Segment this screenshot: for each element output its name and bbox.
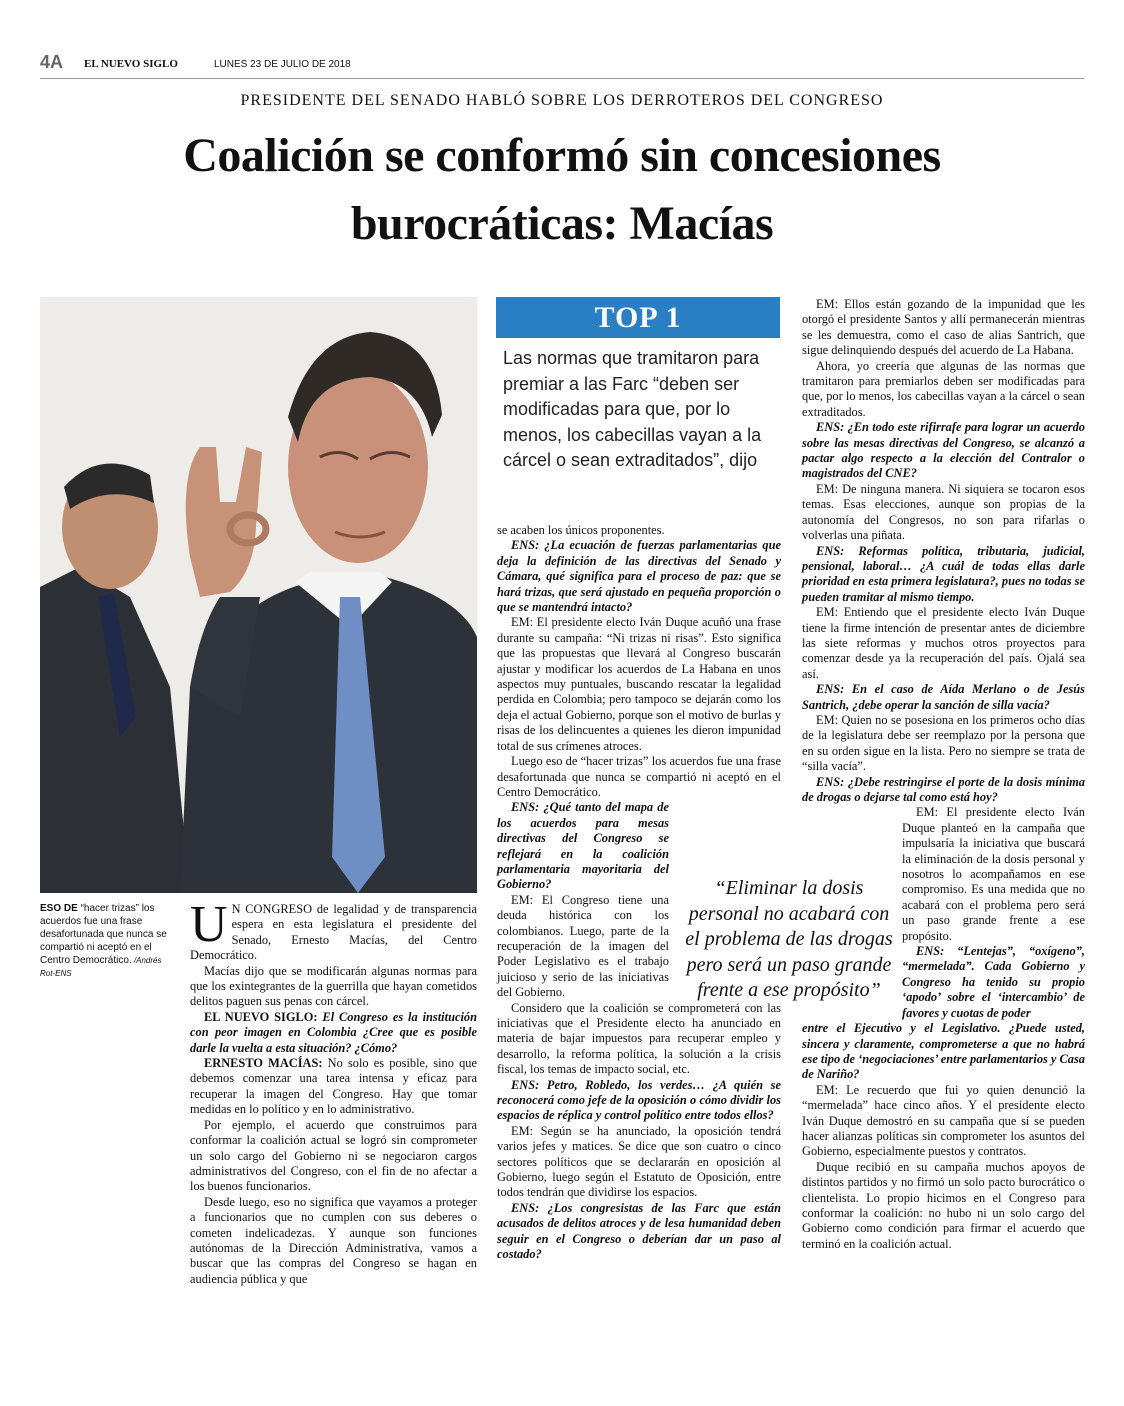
top-box-quote: Las normas que tramitaron para premiar a las Farc “deben ser modificadas para que, por lo menos, los cabecillas vayan a la cárcel o sean extraditados”, dijo [503,348,762,470]
headline [40,122,1084,258]
col3-question-10b: entre el Ejecutivo y el Legislativo. ¿Puede usted, sincera y claramente, comprometerse a que no habrá ese tipo de ‘negociaciones’ entre parlamentarios y Casa de Nariño? [802,1021,1086,1082]
column-3 [802,297,1085,1252]
col2-answer-2: EM: El presidente electo Iván Duque acuñó una frase durante su campaña: “Ni trizas ni risas”. Esto significa que las propuestas que llevará al Congreso buscarán ajustar y modificar los acuerdos de La Habana en unos aspectos muy puntuales, buscando rescatar la legalidad perdida en Colombia; pero tampoco se dejarán como los deja el actual Gobierno, porque son el motivo de burlas y risas de los delincuentes a quienes les dieron impunidad total de sus crímenes atroces. [497,615,781,753]
photo-caption [40,902,176,980]
col2-question-4: ENS: Petro, Robledo, los verdes… ¿A quién se reconocerá como jefe de la oposición o cómo dividir los espacios de réplica y control político entre todos ellos? [497,1077,781,1123]
col2-answer-3b: Considero que la coalición se comprometerá con las iniciativas que el Presidente electo ha anunciado en materia de bajar impuestos para recuperar empleo y desarrollo, la reforma política, la solución a la crisis fiscal, los temas de impacto social, etc. [497,1000,781,1077]
col1-q1-text: El Congreso es la institución con peor imagen en Colombia ¿Cree que es posible darle la vuelta a esta situación? ¿Cómo? [190,1009,477,1055]
news-photo [40,297,477,893]
page-folio [40,52,1084,79]
photo-illustration [40,297,477,893]
col1-paragraph-3: Por ejemplo, el acuerdo que construimos para conformar la coalición actual se logró sin comprometer un solo cargo del Gobierno ni se negociaron cargos administrativos del Congreso, con el fin de no afectar a los buenos funcionarios. [190,1117,477,1194]
col1-question-1 [190,1010,477,1056]
col2-answer-3: EM: El Congreso tiene una deuda histórica con los colombianos. Luego, parte de la recuperación de la imagen del Poder Legislativo es el trabajo juicioso y serio de las iniciativas del Gobierno. [497,892,669,1000]
col2-question-3: ENS: ¿Qué tanto del mapa de los acuerdos para mesas directivas del Congreso se reflejará en la coalición parlamentaria mayoritaria del Gobierno? [497,800,669,892]
col2-answer-2b: Luego eso de “hacer trizas” los acuerdos fue una frase desafortunada que nunca se compartió ni aceptó en el Centro Democrático. [497,754,781,799]
col2-answer-4: EM: Según se ha anunciado, la oposición tendrá varios jefes y matices. Se dice que son cuatro o cinco sectores políticos que se declararán en oposición al Gobierno, luego según el Estatuto de Oposición, entre todos tendrán que dividirse los espacios. [497,1123,781,1200]
col1-answer-1 [190,1056,477,1118]
page-number: 4A [40,52,64,72]
col2-question-2: ENS: ¿La ecuación de fuerzas parlamentarias que deja la definición de las directivas del Senado y Cámara, qué significa para el proceso de paz: que se hará trizas, que será ajustado en pequeña proporción o que se mantendrá intacto? [497,538,781,615]
col3-answer-8: EM: Quien no se posesiona en los primeros ocho días de la legislatura debe ser reemplazo por la persona que en su orden sigue en la lista. Pero no siempre se trata de “silla vacía”. [802,712,1085,774]
pull-quote: “Eliminar la dosis personal no acabará con el problema de las drogas pero será un paso grande frente a ese propósito” [685,877,893,1002]
col1-a1-label: ERNESTO MACÍAS: [204,1056,323,1071]
col3-answer-6: EM: De ninguna manera. Ni siquiera se tocaron esos temas. Esas elecciones, aunque son propias de la autonomía del Congresos, no son para rifarlas o volverlas una piñata. [802,481,1085,543]
caption-lead: ESO DE [40,903,78,914]
column-1 [190,896,477,1287]
col3-answer-10b: Duque recibió en su campaña muchos apoyos de distintos partidos y no firmó un solo pacto burocrático o clientelista. Lo propio hicimos en el Congreso para conformar la coalición: no hubo ni un solo cargo del Gobierno como condición para firmar el acuerdo que terminó en la coalición actual. [802,1159,1085,1251]
col3-answer-5b: Ahora, yo creería que algunas de las normas que tramitaron para premiarlos deben ser modificadas para que, por lo menos, los cabecillas vayan a la cárcel o sean extraditados. [802,358,1085,419]
col1-lead-paragraph: N CONGRESO de legalidad y de transparencia espera en esta legislatura el presidente del Senado, Ernesto Macías, del Centro Democrático. [190,902,477,963]
col3-question-8: ENS: En el caso de Aída Merlano o de Jesús Santrich, ¿debe operar la sanción de silla vacía? [802,682,1085,712]
headline-line-1: Coalición se conformó sin concesiones [183,129,941,182]
col3-answer-7: EM: Entiendo que el presidente electo Iván Duque tiene la firme intención de presentar antes de diciembre las siete reformas y muchos otros proyectos para comenzar desde ya la recuperación del país. Ojalá sea así. [802,605,1085,681]
caption-text: “hacer trizas” los acuerdos fue una frase desafortunada que nunca se compartió ni aceptó en el Centro Democrático. [40,903,167,966]
col1-q1-label: EL NUEVO SIGLO: [204,1009,318,1024]
publication-name: EL NUEVO SIGLO [84,58,178,70]
col3-answer-10: EM: Le recuerdo que fui yo quien denunció la “mermelada” hace cinco años. Y el presidente electo Iván Duque demostró en su campaña que sí se pueden hacer alianzas políticas sin comprometer los asuntos del Gobierno, especialmente puestos y contratos. [802,1082,1085,1159]
col1-paragraph-2: Macías dijo que se modificarán algunas normas para que los exintegrantes de la guerrilla que hayan cometidos delitos paguen sus penas con cárcel. [190,963,477,1009]
headline-line-2: burocráticas: Macías [350,197,774,250]
col1-paragraph-4: Desde luego, eso no significa que vayamos a proteger a funcionarios que no cumplen con sus deberes o cometen indelicadezas. Y aunque son funciones autónomas de la Dirección Administrativa, vamos a buscar que las compras del Congreso se hagan en audiencia pública y que [190,1194,477,1286]
publication-date: LUNES 23 DE JULIO DE 2018 [214,59,351,70]
col2-question-5: ENS: ¿Los congresistas de las Farc que están acusados de delitos atroces y de lesa humanidad deben seguir en el Congreso o deberían dar un paso al costado? [497,1200,781,1262]
col3-answer-5: EM: Ellos están gozando de la impunidad que les otorgó el presidente Santos y allí permanecerán mientras se les demuestra, como el caso de alias Santrich, que sigue delinquiendo después del acuerdo de La Habana. [802,297,1085,358]
col1-a1-text: No solo es posible, sino que debemos comenzar una tarea intensa y eficaz para recuperar la imagen del Congreso. Hay que tomar medidas en lo político y en lo administrativo. [190,1056,477,1117]
drop-cap: U [190,896,228,953]
col3-question-6: ENS: ¿En todo este rifirrafe para lograr un acuerdo sobre las mesas directivas del Congreso, se alcanzó a pactar algo respecto a la elección del Contralor o magistrados del CNE? [802,420,1085,481]
kicker: PRESIDENTE DEL SENADO HABLÓ SOBRE LOS DERROTEROS DEL CONGRESO [240,92,884,109]
col3-question-7: ENS: Reformas política, tributaria, judicial, pensional, laboral… ¿A cuál de todas ellas darle prioridad en esta primera legislatura?, pues no todas se pueden tramitar al mismo tiempo. [802,543,1085,604]
top-box-label: TOP 1 [496,297,780,338]
col2-paragraph-0: se acaben los únicos proponentes. [497,523,665,537]
caption-credit: /Andrés Rot-ENS [40,956,162,978]
col3-question-9: ENS: ¿Debe restringirse el porte de la dosis mínima de drogas o dejarse tal como está hoy? [802,774,1085,804]
col3-question-10a: ENS: “Lentejas”, “oxígeno”, “mermelada”. Cada Gobierno y Congreso ha tenido su propio ‘apodo’ sobre el ‘intercambio’ de favores y cuotas de poder [902,944,1085,1020]
col3-answer-9: EM: El presidente electo Iván Duque planteó en la campaña que impulsaría la iniciativa que buscará la eliminación de la dosis personal y nosotros lo acompañamos en ese compromiso. Es una medida que no acabará con el problema pero será un paso grande frente a ese propósito. [902,805,1085,943]
